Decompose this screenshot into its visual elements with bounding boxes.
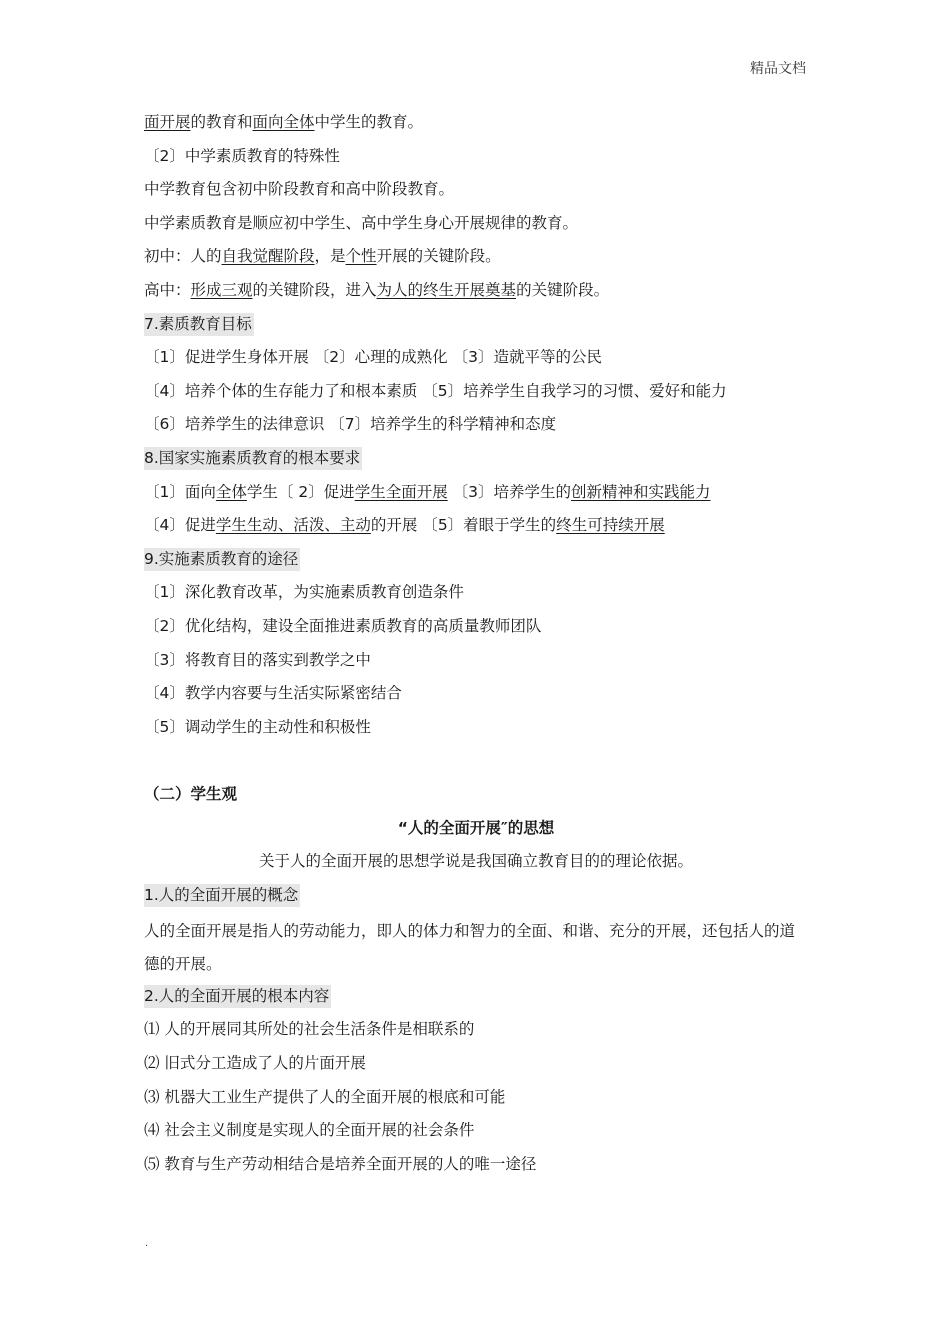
- section-title: （二）学生观: [144, 785, 238, 804]
- paragraph-line: 〔4〕培养个体的生存能力了和根本素质 〔5〕培养学生自我学习的习惯、爱好和能力: [144, 381, 727, 400]
- text-span: 中学生的教育。: [314, 113, 424, 131]
- highlighted-heading: 9.实施素质教育的途径: [144, 548, 300, 571]
- paragraph-line: 〔2〕优化结构，建设全面推进素质教育的高质量教师团队: [144, 616, 542, 635]
- paragraph-multiline: 人的全面开展是指人的劳动能力，即人的体力和智力的全面、和谐、充分的开展，还包括人的道德的开展。: [144, 921, 796, 974]
- underlined-term: 终生可持续开展: [556, 516, 665, 535]
- underlined-term: 面开展: [144, 113, 191, 131]
- text-span: 〔4〕促进: [144, 516, 216, 535]
- underlined-term: 个性: [345, 247, 377, 266]
- underlined-term: 面向全体: [252, 113, 315, 131]
- underlined-term: 学生生动、活泼、主动: [215, 516, 371, 535]
- paragraph-line: 中学教育包含初中阶段教育和高中阶段教育。: [144, 180, 455, 199]
- paragraph-line: [144, 108, 808, 142]
- text-span: 〔3〕培养学生的: [447, 482, 571, 501]
- text-span: 的教育和: [190, 113, 253, 131]
- section-heading: [144, 982, 808, 1016]
- underlined-term: 全体: [215, 482, 247, 501]
- paragraph-line: ⑶ 机器大工业生产提供了人的全面开展的根底和可能: [144, 1087, 506, 1106]
- centered-title: “人的全面开展″的思想: [397, 818, 555, 837]
- paragraph-line: [144, 511, 808, 545]
- footer-mark: .: [145, 1238, 149, 1249]
- text-span: 〔1〕面向: [144, 482, 216, 501]
- paragraph-line: 〔1〕促进学生身体开展 〔2〕心理的成熟化 〔3〕造就平等的公民: [144, 348, 602, 367]
- paragraph-line: [144, 276, 808, 310]
- page-header-label: 精品文档: [750, 61, 806, 77]
- text-span: ，是: [314, 247, 346, 266]
- text-span: 的开展 〔5〕着眼于学生的: [370, 516, 557, 535]
- text-span: 的关键阶段。: [516, 280, 610, 299]
- paragraph-line: 〔3〕将教育目的落实到教学之中: [144, 650, 371, 669]
- highlighted-heading: 7.素质教育目标: [144, 313, 254, 336]
- paragraph-line: [144, 478, 808, 512]
- paragraph-line: 〔1〕深化教育改革，为实施素质教育创造条件: [144, 583, 464, 602]
- text-span: 高中：: [144, 280, 191, 299]
- paragraph-line: ⑷ 社会主义制度是实现人的全面开展的社会条件: [144, 1121, 475, 1140]
- paragraph-line: 〔5〕调动学生的主动性和积极性: [144, 717, 371, 736]
- text-span: 初中：人的: [144, 247, 222, 266]
- paragraph-line: 〔4〕教学内容要与生活实际紧密结合: [144, 684, 402, 703]
- paragraph-line: ⑵ 旧式分工造成了人的片面开展: [144, 1054, 366, 1073]
- highlighted-heading: 2.人的全面开展的根本内容: [144, 985, 331, 1008]
- paragraph-line: [144, 242, 808, 276]
- section-heading: [144, 444, 808, 478]
- highlighted-heading: 8.国家实施素质教育的根本要求: [144, 447, 362, 470]
- underlined-term: 为人的终生开展奠基: [376, 280, 517, 299]
- section-heading: [144, 881, 808, 915]
- underlined-term: 形成三观: [190, 280, 253, 299]
- text-span: 开展的关键阶段。: [376, 247, 501, 266]
- centered-paragraph: 关于人的全面开展的思想学说是我国确立教育目的的理论依据。: [258, 852, 693, 871]
- underlined-term: 自我觉醒阶段: [221, 247, 315, 266]
- section-heading: [144, 310, 808, 344]
- document-body: [144, 108, 808, 1183]
- paragraph-line: ⑴ 人的开展同其所处的社会生活条件是相联系的: [144, 1020, 475, 1039]
- underlined-term: 创新精神和实践能力: [571, 482, 711, 501]
- paragraph-line: 〔6〕培养学生的法律意识 〔7〕培养学生的科学精神和态度: [144, 415, 557, 434]
- underlined-term: 学生全面开展: [354, 482, 448, 501]
- paragraph-line: 中学素质教育是顺应初中学生、高中学生身心开展规律的教育。: [144, 213, 579, 232]
- paragraph-line: 〔2〕中学素质教育的特殊性: [144, 146, 340, 165]
- highlighted-heading: 1.人的全面开展的概念: [144, 884, 300, 907]
- paragraph-line: ⑸ 教育与生产劳动相结合是培养全面开展的人的唯一途径: [144, 1154, 537, 1173]
- text-span: 学生〔 2〕促进: [246, 482, 355, 501]
- text-span: 的关键阶段，进入: [252, 280, 377, 299]
- spacer: [144, 746, 808, 780]
- section-heading: [144, 545, 808, 579]
